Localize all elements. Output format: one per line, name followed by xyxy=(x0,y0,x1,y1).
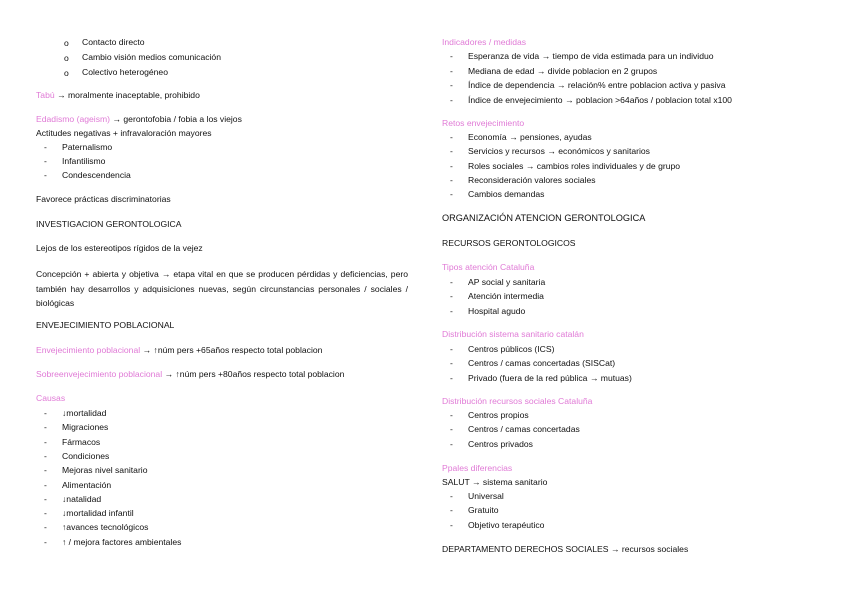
sobreenv-text: → ↑núm pers +80años respecto total poblacion xyxy=(164,369,345,379)
list-item: Economía → pensiones, ayudas xyxy=(468,132,592,142)
sub-bullet-item: Cambio visión medios comunicación xyxy=(82,52,221,62)
dash-bullet-icon: - xyxy=(450,277,453,287)
distrib-san-heading: Distribución sistema sanitario catalán xyxy=(442,329,584,339)
dash-bullet-icon: - xyxy=(44,170,47,180)
list-item: Centros privados xyxy=(468,438,533,449)
ppales-heading: Ppales diferencias xyxy=(442,463,513,473)
concepcion-paragraph: Concepción + abierta y objetiva → etapa vital en que se producen pérdidas y deficiencias, pero también hay desarrollos y adquisiciones nuevas, según circunstancias personales / sociales / biológicas xyxy=(36,269,408,308)
dash-bullet-icon: - xyxy=(44,450,47,461)
env-pob-line xyxy=(36,345,322,355)
list-item: Mediana de edad → divide poblacion en 2 grupos xyxy=(468,65,658,76)
recursos-heading: RECURSOS GERONTOLOGICOS xyxy=(442,238,576,248)
investigacion-heading: INVESTIGACION GERONTOLOGICA xyxy=(36,219,182,229)
dash-bullet-icon: - xyxy=(450,344,453,354)
dash-bullet-icon: - xyxy=(450,358,453,369)
env-pob-text: → ↑núm pers +65años respecto total poblacion xyxy=(142,345,323,355)
dash-bullet-icon: - xyxy=(44,508,47,519)
list-item: Alimentación xyxy=(62,479,112,490)
dash-bullet-icon: - xyxy=(450,65,453,76)
indicadores-heading: Indicadores / medidas xyxy=(442,37,527,47)
list-item: Condescendencia xyxy=(62,170,131,180)
dash-bullet-icon: - xyxy=(450,174,453,185)
list-item: Atención intermedia xyxy=(468,291,544,302)
list-item: Centros públicos (ICS) xyxy=(468,344,555,354)
list-item: Servicios y recursos → económicos y sanitarios xyxy=(468,146,650,157)
list-item: Hospital agudo xyxy=(468,305,526,316)
sobreenv-label: Sobreenvejecimiento poblacional xyxy=(36,369,163,379)
tipos-heading: Tipos atención Cataluña xyxy=(442,262,535,272)
dash-bullet-icon: - xyxy=(450,519,453,530)
dash-bullet-icon: - xyxy=(450,438,453,449)
list-item: Índice de dependencia → relación% entre poblacion activa y pasiva xyxy=(468,80,726,90)
dash-bullet-icon: - xyxy=(44,142,47,152)
sub-bullet-item: Contacto directo xyxy=(82,37,145,47)
dash-bullet-icon: - xyxy=(450,94,453,105)
list-item: Centros / camas concertadas (SISCat) xyxy=(468,358,616,369)
causas-heading: Causas xyxy=(36,393,66,403)
list-item: Índice de envejecimiento → poblacion >64años / poblacion total x100 xyxy=(468,94,732,105)
list-item: Roles sociales → cambios roles individuales y de grupo xyxy=(468,160,681,171)
list-item: ↓mortalidad infantil xyxy=(62,508,134,519)
list-item: Condiciones xyxy=(62,450,110,461)
dash-bullet-icon: - xyxy=(44,436,47,447)
dash-bullet-icon: - xyxy=(450,132,453,142)
dash-bullet-icon: - xyxy=(450,291,453,302)
dash-bullet-icon: - xyxy=(44,156,47,166)
list-item: ↓natalidad xyxy=(62,493,102,504)
list-item: Esperanza de vida → tiempo de vida estimada para un individuo xyxy=(468,51,714,61)
list-item: Mejoras nivel sanitario xyxy=(62,465,148,476)
lejos-text: Lejos de los estereotipos rígidos de la vejez xyxy=(36,243,203,253)
dash-bullet-icon: - xyxy=(450,80,453,90)
retos-heading: Retos envejecimiento xyxy=(442,118,525,128)
dash-bullet-icon: - xyxy=(44,422,47,433)
tabu-label: Tabú xyxy=(36,90,55,100)
envejecimiento-heading: ENVEJECIMIENTO POBLACIONAL xyxy=(36,320,175,330)
dash-bullet-icon: - xyxy=(450,424,453,435)
circle-bullet-icon: o xyxy=(64,68,69,78)
dash-bullet-icon: - xyxy=(450,160,453,171)
dash-bullet-icon: - xyxy=(450,410,453,420)
list-item: Privado (fuera de la red pública → mutuas) xyxy=(468,372,632,383)
list-item: Infantilismo xyxy=(62,156,106,166)
dash-bullet-icon: - xyxy=(450,51,453,61)
list-item: AP social y sanitaria xyxy=(468,277,546,287)
dash-bullet-icon: - xyxy=(450,491,453,501)
dash-bullet-icon: - xyxy=(450,505,453,516)
list-item: Reconsideración valores sociales xyxy=(468,174,596,185)
organizacion-heading: ORGANIZACIÓN ATENCION GERONTOLOGICA xyxy=(442,213,646,223)
dash-bullet-icon: - xyxy=(450,146,453,157)
dash-bullet-icon: - xyxy=(44,408,47,418)
list-item: Centros / camas concertadas xyxy=(468,424,580,435)
list-item: Centros propios xyxy=(468,410,529,420)
dash-bullet-icon: - xyxy=(44,493,47,504)
actitudes-text: Actitudes negativas + infravaloración mayores xyxy=(36,128,212,138)
list-item: Objetivo terapéutico xyxy=(468,519,545,530)
dash-bullet-icon: - xyxy=(450,305,453,316)
list-item: Universal xyxy=(468,491,504,501)
tabu-line xyxy=(36,90,200,100)
dash-bullet-icon: - xyxy=(44,536,47,547)
sobreenv-line xyxy=(36,369,344,379)
dash-bullet-icon: - xyxy=(450,372,453,383)
circle-bullet-icon: o xyxy=(64,53,69,63)
edadismo-text: → gerontofobia / fobia a los viejos xyxy=(112,114,242,124)
list-item: Migraciones xyxy=(62,422,109,433)
edadismo-line xyxy=(36,114,242,124)
dash-bullet-icon: - xyxy=(44,465,47,476)
sub-bullet-item: Colectivo heterogéneo xyxy=(82,67,168,77)
dash-bullet-icon: - xyxy=(44,522,47,533)
list-item: ↑ / mejora factores ambientales xyxy=(62,536,182,547)
list-item: Cambios demandas xyxy=(468,189,545,200)
dash-bullet-icon: - xyxy=(450,189,453,200)
env-pob-label: Envejecimiento poblacional xyxy=(36,345,141,355)
list-item: Fármacos xyxy=(62,436,101,447)
tabu-text: → moralmente inaceptable, prohibido xyxy=(57,90,200,100)
list-item: ↓mortalidad xyxy=(62,408,107,418)
favorece-text: Favorece prácticas discriminatorias xyxy=(36,194,171,204)
salut-text: SALUT → sistema sanitario xyxy=(442,477,548,487)
edadismo-label: Edadismo (ageism) xyxy=(36,114,111,124)
departamento-text: DEPARTAMENTO DERECHOS SOCIALES → recursos sociales xyxy=(442,544,689,554)
list-item: Paternalismo xyxy=(62,142,113,152)
distrib-soc-heading: Distribución recursos sociales Cataluña xyxy=(442,396,593,406)
dash-bullet-icon: - xyxy=(44,479,47,490)
circle-bullet-icon: o xyxy=(64,38,69,48)
list-item: Gratuito xyxy=(468,505,499,516)
list-item: ↑avances tecnológicos xyxy=(62,522,149,533)
